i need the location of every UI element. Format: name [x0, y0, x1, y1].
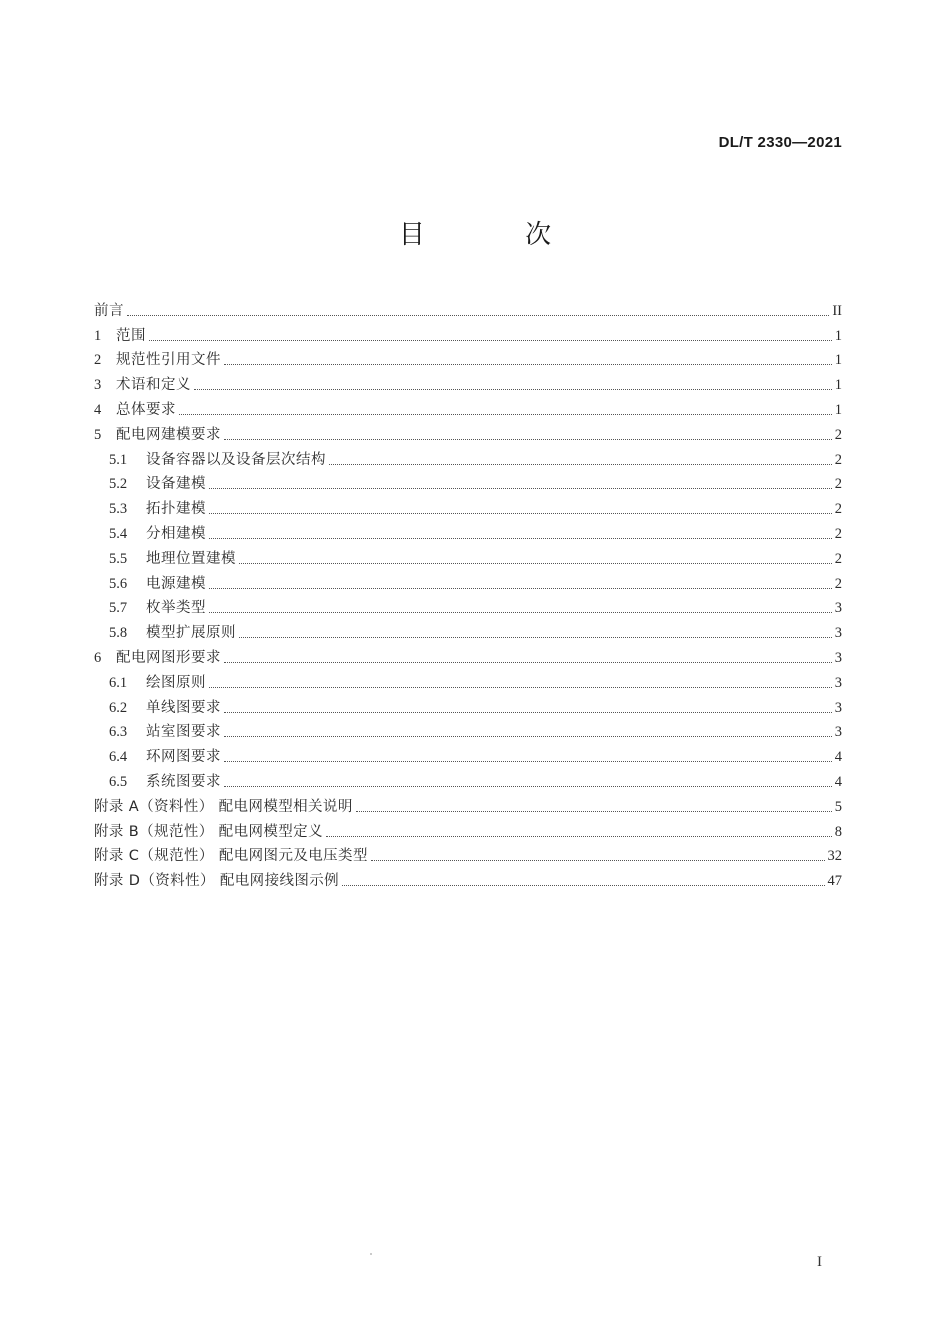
toc-dot-leader — [239, 563, 832, 564]
page-title: 目 次 — [398, 220, 598, 250]
toc-dot-leader — [209, 588, 832, 589]
toc-entry[interactable] — [94, 717, 842, 742]
page-number: I — [817, 1254, 822, 1270]
toc-entry-label: 附录 A（资料性） 配电网模型相关说明 — [94, 798, 353, 815]
toc-entry-number: 5.6 — [109, 575, 128, 592]
toc-entry[interactable] — [94, 692, 842, 717]
toc-entry-label: 配电网图形要求 — [116, 649, 221, 666]
toc-dot-leader — [342, 885, 824, 886]
toc-entry-page: 5 — [834, 798, 842, 815]
toc-entry-page: II — [832, 302, 842, 319]
toc-entry-label: 环网图要求 — [146, 749, 221, 766]
toc-entry-page: 8 — [834, 823, 842, 840]
toc-entry-label: 范围 — [116, 327, 146, 344]
toc-entry[interactable] — [94, 345, 842, 370]
toc-dot-leader — [371, 860, 825, 861]
toc-entry-label: 单线图要求 — [146, 699, 221, 716]
toc-entry[interactable] — [94, 642, 842, 667]
toc-entry-number: 5.2 — [109, 476, 128, 493]
toc-entry-number: 6.3 — [109, 724, 128, 741]
toc-entry-number: 5.8 — [109, 625, 128, 642]
toc-entry-label: 站室图要求 — [146, 724, 221, 741]
toc-dot-leader — [329, 464, 832, 465]
toc-entry-page: 3 — [834, 724, 842, 741]
toc-dot-leader — [224, 439, 832, 440]
toc-entry-page: 1 — [834, 401, 842, 418]
toc-dot-leader — [127, 315, 829, 316]
toc-dot-leader — [179, 414, 832, 415]
table-of-contents — [94, 295, 842, 890]
toc-entry-number: 5.4 — [109, 525, 128, 542]
toc-entry-page: 32 — [827, 848, 842, 865]
toc-entry-page: 1 — [834, 352, 842, 369]
toc-entry-page: 2 — [834, 476, 842, 493]
toc-dot-leader — [326, 836, 832, 837]
toc-entry-label: 枚举类型 — [146, 600, 206, 617]
toc-entry[interactable] — [94, 841, 842, 866]
toc-entry-label: 分相建模 — [146, 525, 206, 542]
toc-entry[interactable] — [94, 493, 842, 518]
toc-entry-label: 地理位置建模 — [146, 550, 236, 567]
toc-entry-number: 5.7 — [109, 600, 128, 617]
toc-dot-leader — [224, 736, 832, 737]
toc-entry-page: 1 — [834, 327, 842, 344]
toc-entry[interactable] — [94, 543, 842, 568]
toc-entry[interactable] — [94, 518, 842, 543]
toc-dot-leader — [239, 637, 832, 638]
toc-entry-number: 5.1 — [109, 451, 128, 468]
toc-entry-page: 4 — [834, 773, 842, 790]
toc-entry[interactable] — [94, 766, 842, 791]
toc-entry-number: 5.5 — [109, 550, 128, 567]
toc-entry-number: 6.5 — [109, 773, 128, 790]
toc-entry-label: 设备建模 — [146, 476, 206, 493]
toc-dot-leader — [224, 786, 832, 787]
toc-dot-leader — [224, 364, 832, 365]
toc-dot-leader — [209, 513, 832, 514]
toc-entry-page: 3 — [834, 625, 842, 642]
toc-entry[interactable] — [94, 295, 842, 320]
toc-entry-label: 规范性引用文件 — [116, 352, 221, 369]
toc-entry-page: 2 — [834, 550, 842, 567]
toc-entry[interactable] — [94, 444, 842, 469]
toc-entry-page: 2 — [834, 501, 842, 518]
toc-entry[interactable] — [94, 394, 842, 419]
toc-entry[interactable] — [94, 791, 842, 816]
toc-dot-leader — [224, 761, 832, 762]
toc-entry[interactable] — [94, 568, 842, 593]
toc-entry-label: 附录 C（规范性） 配电网图元及电压类型 — [94, 848, 368, 865]
toc-entry-number: 3 — [94, 377, 102, 394]
toc-entry-page: 3 — [834, 649, 842, 666]
toc-dot-leader — [209, 687, 832, 688]
toc-entry-page: 2 — [834, 451, 842, 468]
toc-entry-page: 3 — [834, 674, 842, 691]
toc-entry-number: 2 — [94, 352, 102, 369]
toc-entry-label: 术语和定义 — [116, 377, 191, 394]
toc-dot-leader — [224, 712, 832, 713]
toc-dot-leader — [209, 538, 832, 539]
toc-entry-label: 配电网建模要求 — [116, 426, 221, 443]
toc-entry-label: 模型扩展原则 — [146, 625, 236, 642]
toc-entry[interactable] — [94, 816, 842, 841]
toc-entry[interactable] — [94, 320, 842, 345]
toc-entry-number: 6.4 — [109, 749, 128, 766]
scan-speck — [370, 1253, 372, 1255]
toc-entry[interactable] — [94, 741, 842, 766]
toc-dot-leader — [149, 340, 832, 341]
toc-entry-number: 5.3 — [109, 501, 128, 518]
toc-entry[interactable] — [94, 369, 842, 394]
toc-entry-label: 附录 B（规范性） 配电网模型定义 — [94, 823, 323, 840]
toc-entry-label: 前言 — [94, 302, 124, 319]
toc-entry-label: 电源建模 — [146, 575, 206, 592]
toc-entry[interactable] — [94, 865, 842, 890]
toc-entry-label: 绘图原则 — [146, 674, 206, 691]
toc-entry-label: 系统图要求 — [146, 773, 221, 790]
toc-entry-label: 附录 D（资料性） 配电网接线图示例 — [94, 873, 340, 890]
toc-entry-page: 2 — [834, 426, 842, 443]
toc-entry-page: 47 — [827, 873, 842, 890]
toc-dot-leader — [194, 389, 832, 390]
toc-entry-page: 3 — [834, 699, 842, 716]
toc-entry-number: 6 — [94, 649, 102, 666]
toc-entry[interactable] — [94, 593, 842, 618]
toc-dot-leader — [209, 612, 832, 613]
toc-dot-leader — [209, 488, 832, 489]
toc-entry-number: 4 — [94, 401, 102, 418]
toc-entry-page: 2 — [834, 575, 842, 592]
toc-entry[interactable] — [94, 667, 842, 692]
toc-dot-leader — [356, 811, 832, 812]
toc-entry-label: 设备容器以及设备层次结构 — [146, 451, 326, 468]
toc-dot-leader — [224, 662, 832, 663]
document-code: DL/T 2330—2021 — [718, 134, 842, 151]
toc-entry-label: 拓扑建模 — [146, 501, 206, 518]
toc-entry-number: 1 — [94, 327, 102, 344]
toc-entry-number: 6.2 — [109, 699, 128, 716]
toc-entry-page: 2 — [834, 525, 842, 542]
toc-entry-number: 5 — [94, 426, 102, 443]
toc-entry-page: 3 — [834, 600, 842, 617]
toc-entry-page: 1 — [834, 377, 842, 394]
toc-entry[interactable] — [94, 617, 842, 642]
toc-entry-label: 总体要求 — [116, 401, 176, 418]
toc-entry-page: 4 — [834, 749, 842, 766]
toc-entry[interactable] — [94, 419, 842, 444]
toc-entry-number: 6.1 — [109, 674, 128, 691]
toc-entry[interactable] — [94, 469, 842, 494]
